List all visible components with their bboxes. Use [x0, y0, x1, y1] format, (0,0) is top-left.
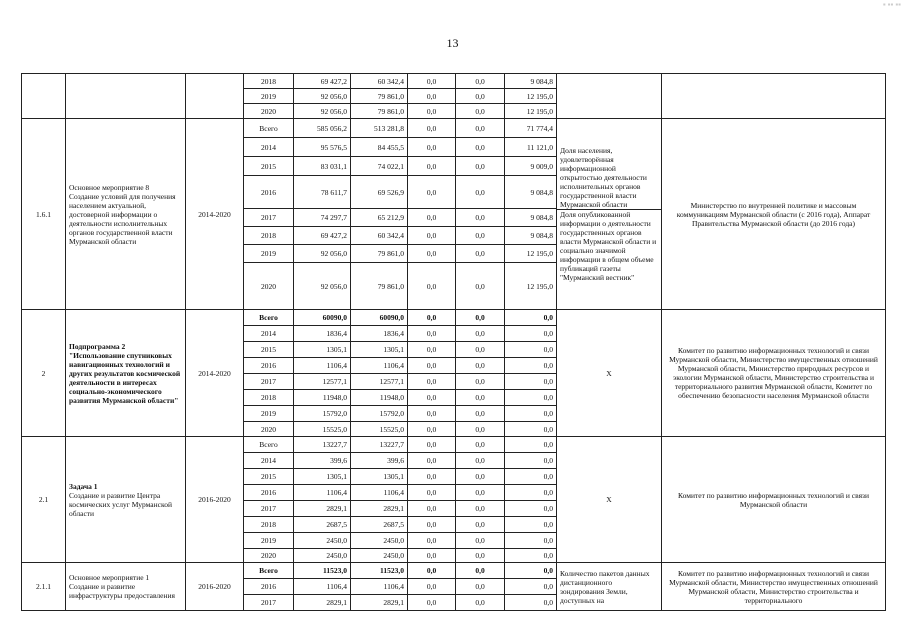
value-cell: 0,0	[408, 390, 456, 406]
year-cell: 2019	[244, 89, 294, 104]
value-cell: 0,0	[456, 422, 505, 437]
value-cell: 0,0	[456, 227, 505, 245]
federal-cell: 60090,0	[351, 310, 408, 326]
value-cell: 0,0	[408, 157, 456, 176]
year-cell: 2019	[244, 245, 294, 263]
federal-cell: 69 526,9	[351, 176, 408, 209]
federal-cell: 2450,0	[351, 549, 408, 563]
federal-cell: 1305,1	[351, 342, 408, 358]
regional-cell: 0,0	[505, 595, 557, 611]
total-cell: 69 427,2	[294, 74, 351, 89]
executor-cell	[662, 74, 886, 119]
task-name: Создание и развитие Центра космических услуг Мурманской области	[69, 490, 172, 518]
value-cell: 0,0	[408, 549, 456, 563]
total-cell: 69 427,2	[294, 227, 351, 245]
value-cell: 0,0	[456, 469, 505, 485]
year-cell: Всего	[244, 119, 294, 138]
value-cell: 0,0	[408, 579, 456, 595]
regional-cell: 0,0	[505, 422, 557, 437]
value-cell: 0,0	[456, 453, 505, 469]
period: 2014-2020	[186, 310, 244, 437]
total-cell: 13227,7	[294, 437, 351, 453]
federal-cell: 1305,1	[351, 469, 408, 485]
indicator-cell	[557, 74, 662, 119]
table-row	[22, 437, 886, 453]
value-cell: 0,0	[408, 453, 456, 469]
total-cell: 12577,1	[294, 374, 351, 390]
federal-cell: 1106,4	[351, 579, 408, 595]
year-cell: 2016	[244, 176, 294, 209]
value-cell: 0,0	[456, 263, 505, 310]
year-cell: 2014	[244, 138, 294, 157]
total-cell: 2450,0	[294, 549, 351, 563]
value-cell: 0,0	[456, 138, 505, 157]
value-cell: 0,0	[456, 310, 505, 326]
regional-cell: 0,0	[505, 374, 557, 390]
year-cell: 2015	[244, 342, 294, 358]
total-cell: 15525,0	[294, 422, 351, 437]
value-cell: 0,0	[456, 104, 505, 119]
value-cell: 0,0	[408, 119, 456, 138]
total-cell: 2829,1	[294, 595, 351, 611]
program-table	[21, 73, 886, 611]
executor: Министерство по внутренней политике и массовым коммуникациям Мурманской области (с 2016 года), Аппарат Правительства Мурманской области (до 2016 года)	[662, 119, 886, 310]
regional-cell: 12 195,0	[505, 104, 557, 119]
regional-cell: 9 084,8	[505, 74, 557, 89]
federal-cell: 11523,0	[351, 563, 408, 579]
period: 2016-2020	[186, 437, 244, 563]
federal-cell: 1106,4	[351, 485, 408, 501]
total-cell: 11523,0	[294, 563, 351, 579]
regional-cell: 0,0	[505, 469, 557, 485]
period: 2014-2020	[186, 119, 244, 310]
table-row	[22, 119, 886, 138]
indicator-cell	[557, 119, 662, 310]
total-cell: 399,6	[294, 453, 351, 469]
value-cell: 0,0	[408, 501, 456, 517]
total-cell: 2829,1	[294, 501, 351, 517]
row-number: 2.1.1	[22, 563, 66, 611]
regional-cell: 12 195,0	[505, 89, 557, 104]
value-cell: 0,0	[408, 358, 456, 374]
regional-cell: 0,0	[505, 358, 557, 374]
scan-corner-mark: ▪ ▪▪ ▪▪	[882, 0, 901, 9]
value-cell: 0,0	[456, 209, 505, 227]
year-cell: Всего	[244, 310, 294, 326]
year-cell: 2015	[244, 157, 294, 176]
value-cell: 0,0	[408, 406, 456, 422]
year-cell: 2016	[244, 358, 294, 374]
federal-cell: 60 342,4	[351, 227, 408, 245]
regional-cell: 9 084,8	[505, 176, 557, 209]
total-cell: 78 611,7	[294, 176, 351, 209]
num-cell	[22, 74, 66, 119]
total-cell: 92 056,0	[294, 104, 351, 119]
year-cell: 2014	[244, 326, 294, 342]
regional-cell: 0,0	[505, 563, 557, 579]
federal-cell: 15525,0	[351, 422, 408, 437]
federal-cell: 12577,1	[351, 374, 408, 390]
regional-cell: 0,0	[505, 342, 557, 358]
year-cell: 2018	[244, 390, 294, 406]
federal-cell: 2687,5	[351, 517, 408, 533]
value-cell: 0,0	[456, 406, 505, 422]
value-cell: 0,0	[408, 374, 456, 390]
value-cell: 0,0	[408, 310, 456, 326]
total-cell: 1305,1	[294, 469, 351, 485]
indicator-cell: Х	[557, 437, 662, 563]
value-cell: 0,0	[456, 119, 505, 138]
indicator-1: Доля населения, удовлетворённая информационной открытостью деятельности исполнительных органов государственной власти Мурманской области	[560, 146, 647, 209]
value-cell: 0,0	[456, 517, 505, 533]
value-cell: 0,0	[408, 89, 456, 104]
year-cell: 2014	[244, 453, 294, 469]
federal-cell: 13227,7	[351, 437, 408, 453]
federal-cell: 79 861,0	[351, 104, 408, 119]
value-cell: 0,0	[408, 74, 456, 89]
regional-cell: 9 084,8	[505, 227, 557, 245]
indicator-cell: Х	[557, 310, 662, 437]
activity-name: Подпрограмма 2 "Использование спутниковых навигационных технологий и других результатов космической деятельности в интересах социально-экономического развития Мурманской области"	[66, 310, 186, 437]
year-cell: 2020	[244, 422, 294, 437]
federal-cell: 15792,0	[351, 406, 408, 422]
table-row	[22, 310, 886, 326]
regional-cell: 0,0	[505, 533, 557, 549]
total-cell: 1106,4	[294, 358, 351, 374]
year-cell: Всего	[244, 563, 294, 579]
executor: Комитет по развитию информационных технологий и связи Мурманской области	[662, 437, 886, 563]
federal-cell: 74 022,1	[351, 157, 408, 176]
value-cell: 0,0	[456, 533, 505, 549]
page-number: 13	[446, 36, 459, 50]
total-cell: 2687,5	[294, 517, 351, 533]
indicator-cell: Количество пакетов данных дистанционного зондирования Земли, доступных на	[557, 563, 662, 611]
period-cell	[186, 74, 244, 119]
regional-cell: 0,0	[505, 453, 557, 469]
value-cell: 0,0	[456, 374, 505, 390]
year-cell: 2018	[244, 517, 294, 533]
value-cell: 0,0	[408, 342, 456, 358]
federal-cell: 11948,0	[351, 390, 408, 406]
total-cell: 585 056,2	[294, 119, 351, 138]
regional-cell: 0,0	[505, 326, 557, 342]
year-cell: 2018	[244, 74, 294, 89]
total-cell: 1106,4	[294, 485, 351, 501]
value-cell: 0,0	[408, 326, 456, 342]
regional-cell: 0,0	[505, 390, 557, 406]
value-cell: 0,0	[408, 245, 456, 263]
year-cell: 2016	[244, 485, 294, 501]
value-cell: 0,0	[456, 326, 505, 342]
value-cell: 0,0	[408, 469, 456, 485]
indicator-2: Доля опубликованной информации о деятельности государственных органов власти Мурманской области и социально значимой информации в общем объеме публикаций газеты "Мурманский вестник"	[557, 209, 661, 282]
value-cell: 0,0	[408, 485, 456, 501]
federal-cell: 60 342,4	[351, 74, 408, 89]
regional-cell: 9 009,0	[505, 157, 557, 176]
executor: Комитет по развитию информационных технологий и связи Мурманской области, Министерство имущественных отношений Мурманской области, Министерство строительства и территориального	[662, 563, 886, 611]
regional-cell: 0,0	[505, 579, 557, 595]
value-cell: 0,0	[456, 437, 505, 453]
value-cell: 0,0	[408, 517, 456, 533]
period: 2016-2020	[186, 563, 244, 611]
federal-cell: 65 212,9	[351, 209, 408, 227]
federal-cell: 84 455,5	[351, 138, 408, 157]
task-title: Задача 1	[69, 481, 98, 491]
year-cell: Всего	[244, 437, 294, 453]
table-row	[22, 74, 886, 89]
year-cell: 2017	[244, 501, 294, 517]
value-cell: 0,0	[456, 74, 505, 89]
value-cell: 0,0	[456, 595, 505, 611]
name-cell	[66, 74, 186, 119]
value-cell: 0,0	[456, 358, 505, 374]
value-cell: 0,0	[408, 138, 456, 157]
value-cell: 0,0	[456, 579, 505, 595]
year-cell: 2016	[244, 579, 294, 595]
value-cell: 0,0	[408, 209, 456, 227]
value-cell: 0,0	[456, 563, 505, 579]
federal-cell: 79 861,0	[351, 245, 408, 263]
year-cell: 2020	[244, 104, 294, 119]
value-cell: 0,0	[456, 390, 505, 406]
value-cell: 0,0	[456, 157, 505, 176]
value-cell: 0,0	[408, 104, 456, 119]
value-cell: 0,0	[408, 263, 456, 310]
total-cell: 1836,4	[294, 326, 351, 342]
total-cell: 92 056,0	[294, 263, 351, 310]
activity-name	[66, 437, 186, 563]
value-cell: 0,0	[408, 533, 456, 549]
regional-cell: 71 774,4	[505, 119, 557, 138]
year-cell: 2019	[244, 533, 294, 549]
regional-cell: 12 195,0	[505, 245, 557, 263]
year-cell: 2015	[244, 469, 294, 485]
value-cell: 0,0	[456, 89, 505, 104]
regional-cell: 0,0	[505, 517, 557, 533]
year-cell: 2020	[244, 263, 294, 310]
value-cell: 0,0	[408, 437, 456, 453]
total-cell: 92 056,0	[294, 245, 351, 263]
federal-cell: 513 281,8	[351, 119, 408, 138]
regional-cell: 0,0	[505, 406, 557, 422]
row-number: 2.1	[22, 437, 66, 563]
value-cell: 0,0	[408, 595, 456, 611]
year-cell: 2018	[244, 227, 294, 245]
total-cell: 2450,0	[294, 533, 351, 549]
federal-cell: 79 861,0	[351, 263, 408, 310]
federal-cell: 1106,4	[351, 358, 408, 374]
federal-cell: 399,6	[351, 453, 408, 469]
year-cell: 2017	[244, 595, 294, 611]
regional-cell: 0,0	[505, 501, 557, 517]
total-cell: 11948,0	[294, 390, 351, 406]
value-cell: 0,0	[456, 176, 505, 209]
activity-name: Основное мероприятие 8 Создание условий для получения населением актуальной, достоверной информации о деятельности исполнительных органов государственной власти Мурманской области	[66, 119, 186, 310]
value-cell: 0,0	[408, 563, 456, 579]
total-cell: 95 576,5	[294, 138, 351, 157]
total-cell: 83 031,1	[294, 157, 351, 176]
regional-cell: 0,0	[505, 310, 557, 326]
total-cell: 1106,4	[294, 579, 351, 595]
activity-name: Основное мероприятие 1 Создание и развитие инфраструктуры предоставления	[66, 563, 186, 611]
regional-cell: 0,0	[505, 485, 557, 501]
value-cell: 0,0	[456, 485, 505, 501]
federal-cell: 2829,1	[351, 501, 408, 517]
value-cell: 0,0	[408, 422, 456, 437]
executor: Комитет по развитию информационных технологий и связи Мурманской области, Министерство имущественных отношений Мурманской области, Министерство природных ресурсов и экологии Мурманской области, Министерство строительства и территориального развития Мурманской области, Комитет по обеспечению безопасности населения Мурманской области	[662, 310, 886, 437]
federal-cell: 1836,4	[351, 326, 408, 342]
year-cell: 2017	[244, 209, 294, 227]
total-cell: 1305,1	[294, 342, 351, 358]
regional-cell: 0,0	[505, 549, 557, 563]
row-number: 1.6.1	[22, 119, 66, 310]
value-cell: 0,0	[456, 501, 505, 517]
federal-cell: 2450,0	[351, 533, 408, 549]
value-cell: 0,0	[456, 342, 505, 358]
total-cell: 60090,0	[294, 310, 351, 326]
total-cell: 92 056,0	[294, 89, 351, 104]
value-cell: 0,0	[456, 549, 505, 563]
row-number: 2	[22, 310, 66, 437]
regional-cell: 11 121,0	[505, 138, 557, 157]
total-cell: 74 297,7	[294, 209, 351, 227]
federal-cell: 2829,1	[351, 595, 408, 611]
regional-cell: 9 084,8	[505, 209, 557, 227]
year-cell: 2020	[244, 549, 294, 563]
table-row	[22, 563, 886, 579]
value-cell: 0,0	[456, 245, 505, 263]
federal-cell: 79 861,0	[351, 89, 408, 104]
year-cell: 2017	[244, 374, 294, 390]
year-cell: 2019	[244, 406, 294, 422]
value-cell: 0,0	[408, 227, 456, 245]
table-body	[22, 74, 886, 611]
regional-cell: 0,0	[505, 437, 557, 453]
total-cell: 15792,0	[294, 406, 351, 422]
regional-cell: 12 195,0	[505, 263, 557, 310]
value-cell: 0,0	[408, 176, 456, 209]
